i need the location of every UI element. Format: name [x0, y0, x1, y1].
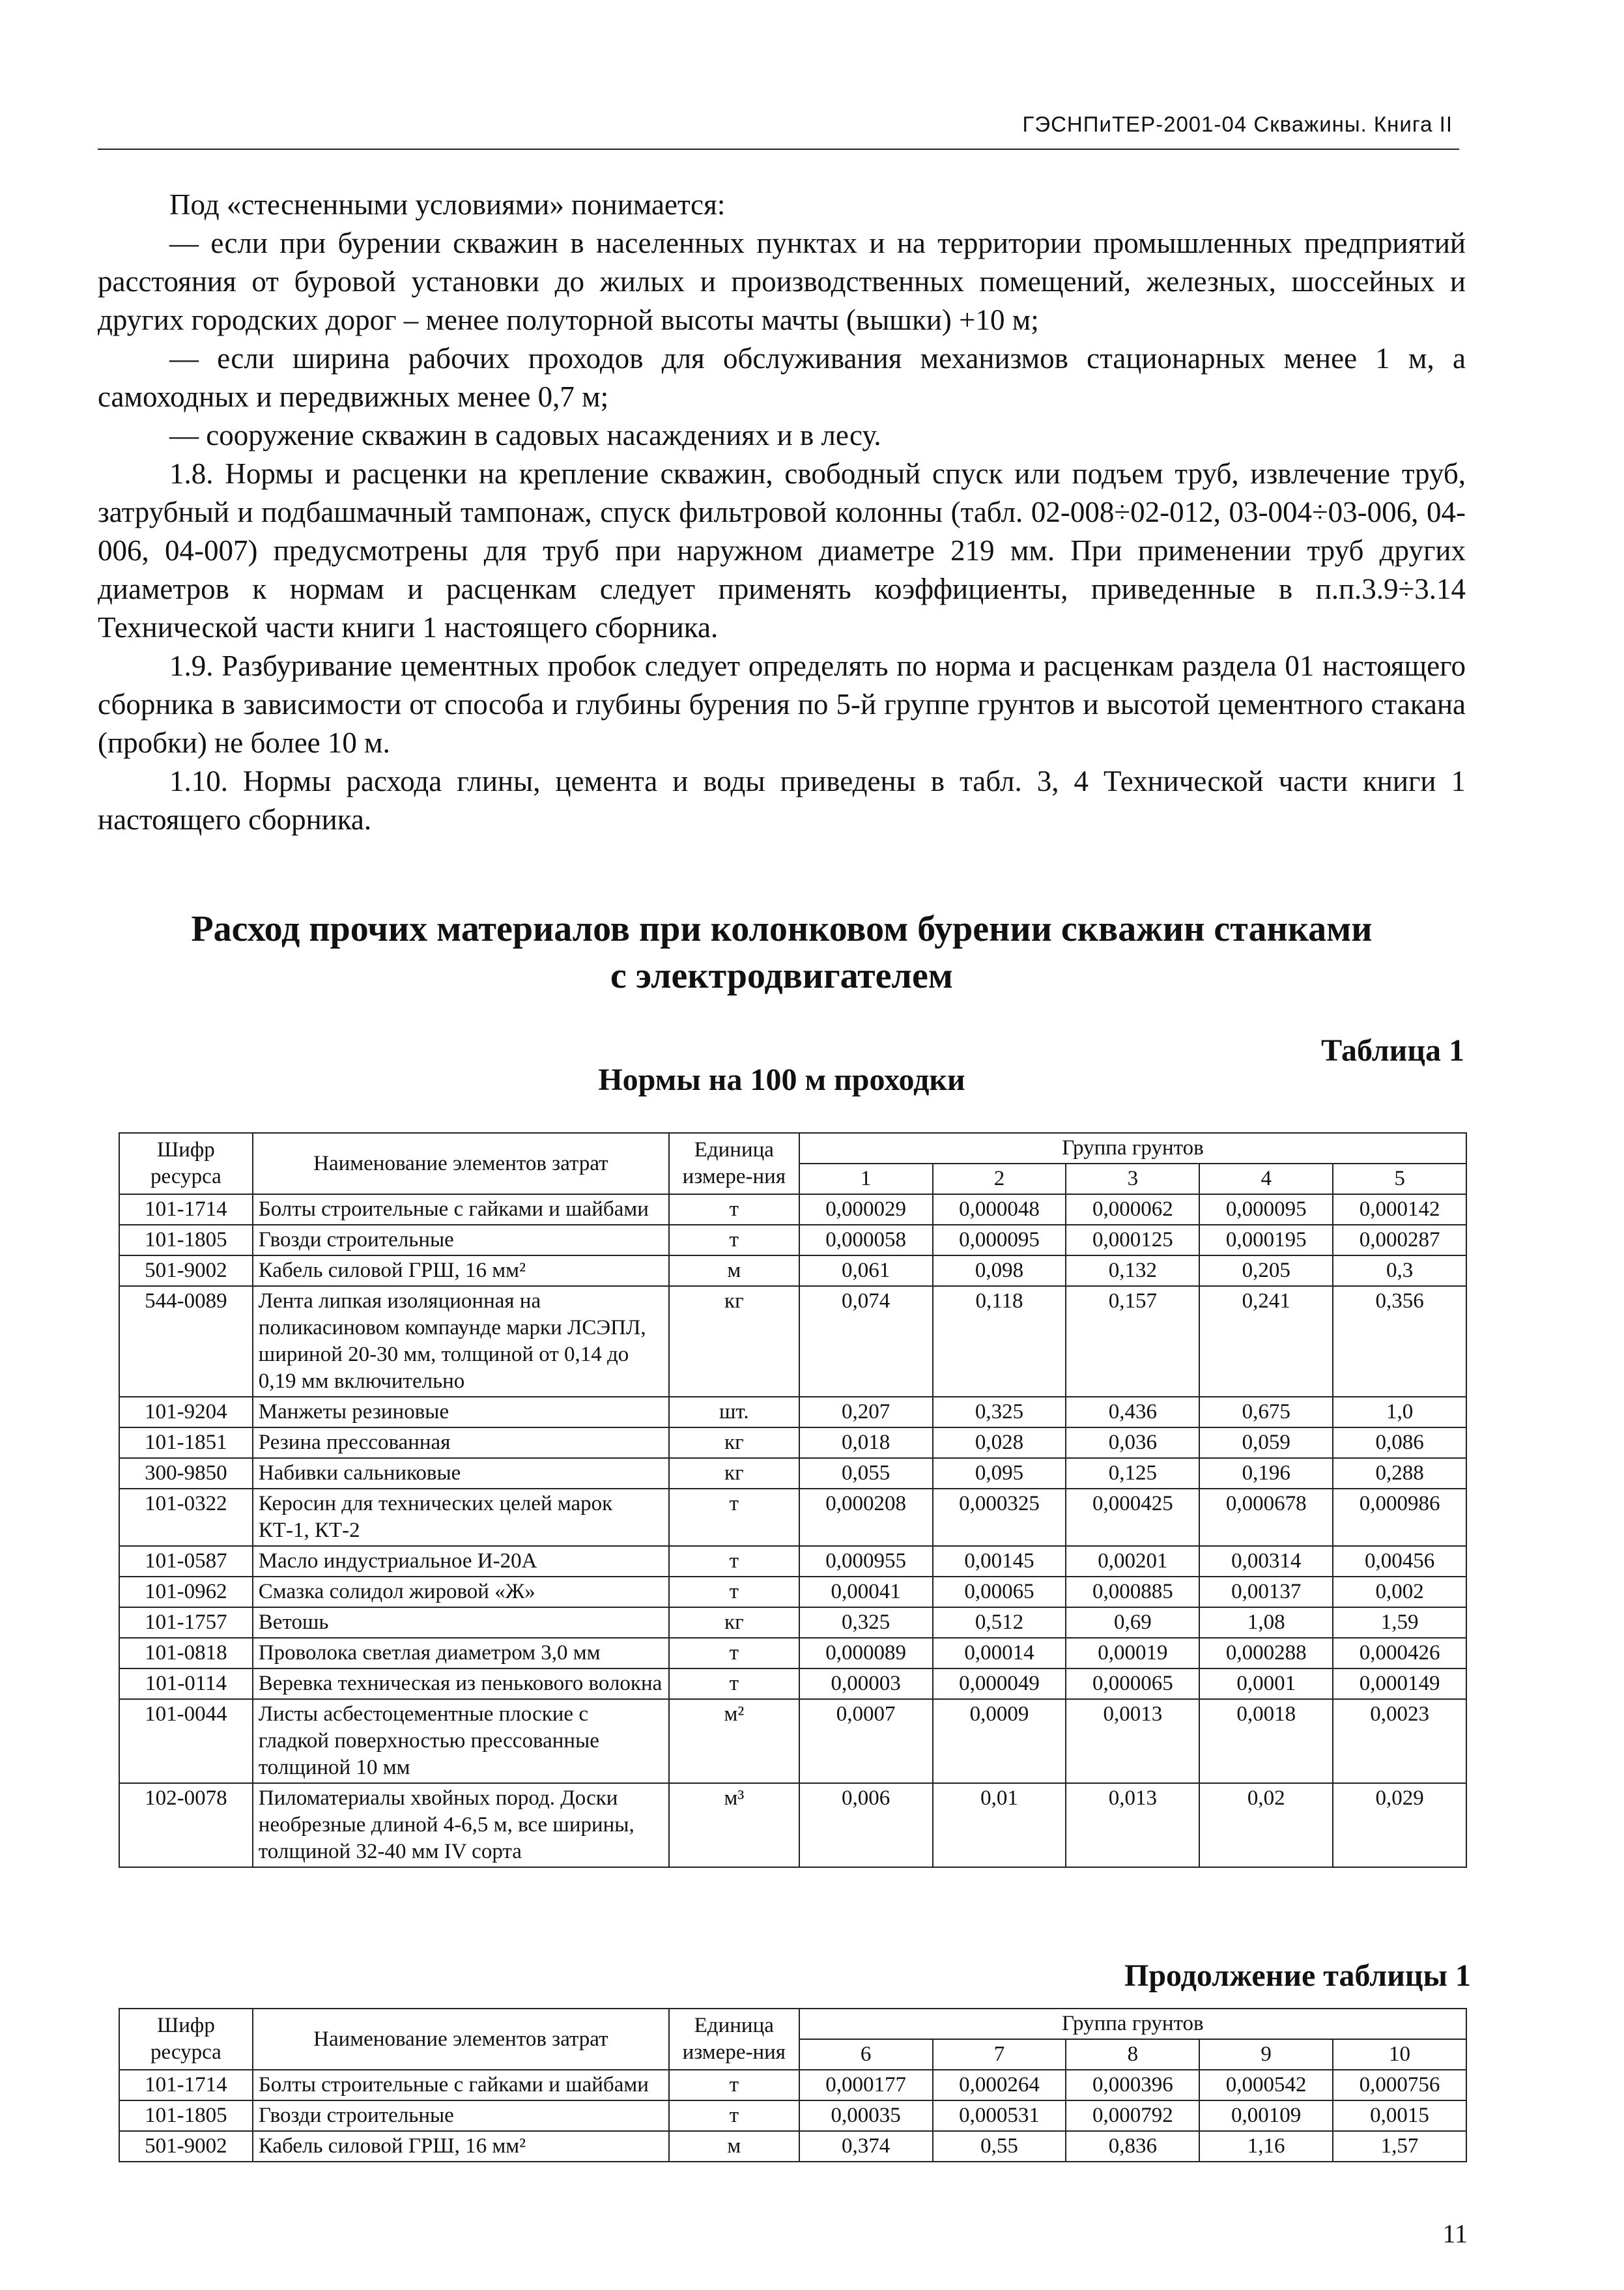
table-row — [119, 1546, 1466, 1577]
group-header-cell: 1 — [799, 1164, 933, 1194]
table-row — [119, 1255, 1466, 1286]
resource-code-cell: 501-9002 — [119, 2131, 253, 2162]
value-cell: 0,029 — [1333, 1783, 1466, 1867]
value-cell: 0,205 — [1199, 1255, 1333, 1286]
body-text — [98, 186, 1466, 839]
unit-cell: м³ — [669, 1783, 799, 1867]
value-cell: 0,000095 — [933, 1225, 1066, 1255]
value-cell: 0,00019 — [1066, 1638, 1199, 1668]
item-name-cell: Пиломатериалы хвойных пород. Доски необрезные длиной 4-6,5 м, все ширины, толщиной 32-40 мм IV сорта — [253, 1783, 669, 1867]
item-name-cell: Кабель силовой ГРШ, 16 мм² — [253, 1255, 669, 1286]
item-name-cell: Масло индустриальное И-20А — [253, 1546, 669, 1577]
value-cell: 0,000048 — [933, 1194, 1066, 1225]
norms-caption: Нормы на 100 м проходки — [598, 1063, 965, 1097]
column-header-group: Группа грунтов — [799, 2009, 1466, 2039]
value-cell: 0,013 — [1066, 1783, 1199, 1867]
table-row — [119, 1225, 1466, 1255]
value-cell: 0,0023 — [1333, 1699, 1466, 1783]
value-cell: 0,675 — [1199, 1397, 1333, 1427]
table-row — [119, 1668, 1466, 1699]
value-cell: 0,00003 — [799, 1668, 933, 1699]
unit-cell: кг — [669, 1427, 799, 1458]
value-cell: 0,000095 — [1199, 1194, 1333, 1225]
group-header-cell: 3 — [1066, 1164, 1199, 1194]
item-name-cell: Резина прессованная — [253, 1427, 669, 1458]
value-cell: 0,000058 — [799, 1225, 933, 1255]
table-row — [119, 2131, 1466, 2162]
value-cell: 0,000089 — [799, 1638, 933, 1668]
unit-cell: кг — [669, 1607, 799, 1638]
paragraph: — если ширина рабочих проходов для обслуживания механизмов стационарных менее 1 м, а самоходных и передвижных менее 0,7 м; — [98, 342, 1466, 413]
value-cell: 0,325 — [799, 1607, 933, 1638]
value-cell: 0,69 — [1066, 1607, 1199, 1638]
table-body — [119, 2070, 1466, 2162]
table-row — [119, 1397, 1466, 1427]
unit-cell: шт. — [669, 1397, 799, 1427]
resource-code-cell: 544-0089 — [119, 1286, 253, 1397]
item-name-cell: Проволока светлая диаметром 3,0 мм — [253, 1638, 669, 1668]
value-cell: 0,000195 — [1199, 1225, 1333, 1255]
resource-code-cell: 102-0078 — [119, 1783, 253, 1867]
value-cell: 0,0001 — [1199, 1668, 1333, 1699]
value-cell: 1,57 — [1333, 2131, 1466, 2162]
resource-code-cell: 101-0962 — [119, 1577, 253, 1607]
value-cell: 0,000287 — [1333, 1225, 1466, 1255]
value-cell: 0,061 — [799, 1255, 933, 1286]
unit-cell: т — [669, 1546, 799, 1577]
resource-code-cell: 101-1805 — [119, 2100, 253, 2131]
paragraph: Под «стесненными условиями» понимается: — [169, 188, 726, 221]
value-cell: 0,002 — [1333, 1577, 1466, 1607]
value-cell: 0,000062 — [1066, 1194, 1199, 1225]
value-cell: 0,006 — [799, 1783, 933, 1867]
table-row — [119, 1489, 1466, 1546]
value-cell: 0,356 — [1333, 1286, 1466, 1397]
value-cell: 0,00314 — [1199, 1546, 1333, 1577]
column-header-unit: Единица измере-ния — [669, 1133, 799, 1194]
value-cell: 0,512 — [933, 1607, 1066, 1638]
value-cell: 0,288 — [1333, 1458, 1466, 1489]
value-cell: 0,028 — [933, 1427, 1066, 1458]
unit-cell: т — [669, 1668, 799, 1699]
item-name-cell: Гвозди строительные — [253, 1225, 669, 1255]
value-cell: 0,000425 — [1066, 1489, 1199, 1546]
column-header-name: Наименование элементов затрат — [253, 2009, 669, 2070]
header-text: ГЭСНПиТЕР-2001-04 Скважины. Книга II — [1022, 112, 1453, 136]
item-name-cell: Болты строительные с гайками и шайбами — [253, 1194, 669, 1225]
table-row — [119, 1458, 1466, 1489]
column-header-unit: Единица измере-ния — [669, 2009, 799, 2070]
value-cell: 0,00456 — [1333, 1546, 1466, 1577]
unit-cell: т — [669, 2100, 799, 2131]
group-header-cell: 7 — [933, 2039, 1066, 2070]
materials-table-continued — [119, 2008, 1467, 2162]
item-name-cell: Листы асбестоцементные плоские с гладкой поверхностью прессованные толщиной 10 мм — [253, 1699, 669, 1783]
item-name-cell: Веревка техническая из пенькового волокна — [253, 1668, 669, 1699]
resource-code-cell: 101-0114 — [119, 1668, 253, 1699]
resource-code-cell: 101-1714 — [119, 2070, 253, 2100]
resource-code-cell: 300-9850 — [119, 1458, 253, 1489]
item-name-cell: Набивки сальниковые — [253, 1458, 669, 1489]
value-cell: 0,059 — [1199, 1427, 1333, 1458]
value-cell: 0,132 — [1066, 1255, 1199, 1286]
table-label: Таблица 1 — [1321, 1033, 1464, 1068]
group-header-cell: 2 — [933, 1164, 1066, 1194]
group-header-cell: 6 — [799, 2039, 933, 2070]
value-cell: 1,59 — [1333, 1607, 1466, 1638]
unit-cell: т — [669, 1638, 799, 1668]
item-name-cell: Ветошь — [253, 1607, 669, 1638]
value-cell: 0,0018 — [1199, 1699, 1333, 1783]
value-cell: 0,000531 — [933, 2100, 1066, 2131]
value-cell: 0,207 — [799, 1397, 933, 1427]
value-cell: 0,074 — [799, 1286, 933, 1397]
group-header-cell: 9 — [1199, 2039, 1333, 2070]
value-cell: 0,000955 — [799, 1546, 933, 1577]
value-cell: 0,157 — [1066, 1286, 1199, 1397]
unit-cell: кг — [669, 1286, 799, 1397]
value-cell: 0,095 — [933, 1458, 1066, 1489]
paragraph: — сооружение скважин в садовых насаждениях и в лесу. — [169, 419, 881, 451]
column-header-code: Шифр ресурса — [119, 1133, 253, 1194]
item-name-cell: Керосин для технических целей марок КТ-1, КТ-2 — [253, 1489, 669, 1546]
value-cell: 1,16 — [1199, 2131, 1333, 2162]
item-name-cell: Лента липкая изоляционная на поликасиновом компаунде марки ЛСЭПЛ, шириной 20-30 мм, толщиной от 0,14 до 0,19 мм включительно — [253, 1286, 669, 1397]
title-line-1: Расход прочих материалов при колонковом бурении скважин станками — [191, 909, 1373, 949]
value-cell: 0,196 — [1199, 1458, 1333, 1489]
unit-cell: м — [669, 1255, 799, 1286]
item-name-cell: Кабель силовой ГРШ, 16 мм² — [253, 2131, 669, 2162]
resource-code-cell: 101-9204 — [119, 1397, 253, 1427]
resource-code-cell: 101-1805 — [119, 1225, 253, 1255]
value-cell: 0,0009 — [933, 1699, 1066, 1783]
value-cell: 0,000426 — [1333, 1638, 1466, 1668]
table-row — [119, 1699, 1466, 1783]
value-cell: 0,00137 — [1199, 1577, 1333, 1607]
paragraph: — если при бурении скважин в населенных пунктах и на территории промышленных предприятий расстояния от буровой установки до жилых и производственных помещений, железных, шоссейных и других городских дорог – менее полуторной высоты мачты (вышки) +10 м; — [98, 227, 1466, 336]
value-cell: 0,0015 — [1333, 2100, 1466, 2131]
section-title — [98, 906, 1466, 999]
item-name-cell: Гвозди строительные — [253, 2100, 669, 2131]
table-row — [119, 1577, 1466, 1607]
value-cell: 0,241 — [1199, 1286, 1333, 1397]
value-cell: 0,000208 — [799, 1489, 933, 1546]
value-cell: 0,02 — [1199, 1783, 1333, 1867]
value-cell: 1,08 — [1199, 1607, 1333, 1638]
value-cell: 0,374 — [799, 2131, 933, 2162]
table-body — [119, 1194, 1466, 1867]
value-cell: 0,098 — [933, 1255, 1066, 1286]
unit-cell: т — [669, 1225, 799, 1255]
value-cell: 0,000264 — [933, 2070, 1066, 2100]
value-cell: 0,000142 — [1333, 1194, 1466, 1225]
value-cell: 0,000125 — [1066, 1225, 1199, 1255]
value-cell: 0,00109 — [1199, 2100, 1333, 2131]
value-cell: 0,00035 — [799, 2100, 933, 2131]
unit-cell: м² — [669, 1699, 799, 1783]
unit-cell: т — [669, 2070, 799, 2100]
value-cell: 0,000177 — [799, 2070, 933, 2100]
item-name-cell: Манжеты резиновые — [253, 1397, 669, 1427]
paragraph: 1.9. Разбуривание цементных пробок следует определять по норма и расценкам раздела 01 настоящего сборника в зависимости от способа и глубины бурения по 5-й группе грунтов и высотой цементного стакана (пробки) не более 10 м. — [98, 650, 1466, 759]
value-cell: 0,01 — [933, 1783, 1066, 1867]
item-name-cell: Болты строительные с гайками и шайбами — [253, 2070, 669, 2100]
resource-code-cell: 101-0818 — [119, 1638, 253, 1668]
value-cell: 0,00201 — [1066, 1546, 1199, 1577]
value-cell: 0,000065 — [1066, 1668, 1199, 1699]
value-cell: 0,018 — [799, 1427, 933, 1458]
value-cell: 0,000029 — [799, 1194, 933, 1225]
value-cell: 0,000792 — [1066, 2100, 1199, 2131]
table-row — [119, 2070, 1466, 2100]
paragraph: 1.10. Нормы расхода глины, цемента и воды приведены в табл. 3, 4 Технической части книги 1 настоящего сборника. — [98, 765, 1466, 836]
group-header-cell: 4 — [1199, 1164, 1333, 1194]
continuation-label: Продолжение таблицы 1 — [1124, 1958, 1471, 1993]
column-header-name: Наименование элементов затрат — [253, 1133, 669, 1194]
value-cell: 0,00145 — [933, 1546, 1066, 1577]
value-cell: 0,000678 — [1199, 1489, 1333, 1546]
value-cell: 0,000049 — [933, 1668, 1066, 1699]
unit-cell: т — [669, 1577, 799, 1607]
value-cell: 0,000325 — [933, 1489, 1066, 1546]
title-line-2: с электродвигателем — [610, 956, 953, 996]
table-row — [119, 2100, 1466, 2131]
column-header-group: Группа грунтов — [799, 1133, 1466, 1164]
unit-cell: т — [669, 1489, 799, 1546]
value-cell: 0,036 — [1066, 1427, 1199, 1458]
resource-code-cell: 101-0322 — [119, 1489, 253, 1546]
column-header-code: Шифр ресурса — [119, 2009, 253, 2070]
value-cell: 0,00014 — [933, 1638, 1066, 1668]
value-cell: 0,0013 — [1066, 1699, 1199, 1783]
unit-cell: м — [669, 2131, 799, 2162]
value-cell: 0,836 — [1066, 2131, 1199, 2162]
item-name-cell: Смазка солидол жировой «Ж» — [253, 1577, 669, 1607]
value-cell: 0,0007 — [799, 1699, 933, 1783]
group-header-cell: 8 — [1066, 2039, 1199, 2070]
paragraph: 1.8. Нормы и расценки на крепление скважин, свободный спуск или подъем труб, извлечение труб, затрубный и подбашмачный тампонаж, спуск фильтровой колонны (табл. 02-008÷02-012, 03-004÷03-006, 04-006, 04-007) предусмотрены для труб при наружном диаметре 219 мм. При применении труб других диаметров к нормам и расценкам следует применять коэффициенты, приведенные в п.п.3.9÷3.14 Технической части книги 1 настоящего сборника. — [98, 457, 1466, 644]
table-row — [119, 1638, 1466, 1668]
value-cell: 0,125 — [1066, 1458, 1199, 1489]
running-header — [98, 111, 1459, 150]
page-number: 11 — [1442, 2219, 1468, 2248]
value-cell: 0,000885 — [1066, 1577, 1199, 1607]
resource-code-cell: 501-9002 — [119, 1255, 253, 1286]
value-cell: 1,0 — [1333, 1397, 1466, 1427]
table-row — [119, 1194, 1466, 1225]
resource-code-cell: 101-1714 — [119, 1194, 253, 1225]
group-header-cell: 10 — [1333, 2039, 1466, 2070]
value-cell: 0,55 — [933, 2131, 1066, 2162]
resource-code-cell: 101-0044 — [119, 1699, 253, 1783]
value-cell: 0,000986 — [1333, 1489, 1466, 1546]
materials-table — [119, 1132, 1467, 1868]
value-cell: 0,325 — [933, 1397, 1066, 1427]
unit-cell: кг — [669, 1458, 799, 1489]
value-cell: 0,000756 — [1333, 2070, 1466, 2100]
table-row — [119, 1286, 1466, 1397]
resource-code-cell: 101-1851 — [119, 1427, 253, 1458]
value-cell: 0,118 — [933, 1286, 1066, 1397]
value-cell: 0,000149 — [1333, 1668, 1466, 1699]
value-cell: 0,000542 — [1199, 2070, 1333, 2100]
value-cell: 0,000396 — [1066, 2070, 1199, 2100]
value-cell: 0,00065 — [933, 1577, 1066, 1607]
value-cell: 0,055 — [799, 1458, 933, 1489]
value-cell: 0,000288 — [1199, 1638, 1333, 1668]
group-header-cell: 5 — [1333, 1164, 1466, 1194]
table-row — [119, 1607, 1466, 1638]
table-row — [119, 1783, 1466, 1867]
table-row — [119, 1427, 1466, 1458]
unit-cell: т — [669, 1194, 799, 1225]
resource-code-cell: 101-0587 — [119, 1546, 253, 1577]
value-cell: 0,086 — [1333, 1427, 1466, 1458]
value-cell: 0,436 — [1066, 1397, 1199, 1427]
value-cell: 0,3 — [1333, 1255, 1466, 1286]
value-cell: 0,00041 — [799, 1577, 933, 1607]
resource-code-cell: 101-1757 — [119, 1607, 253, 1638]
